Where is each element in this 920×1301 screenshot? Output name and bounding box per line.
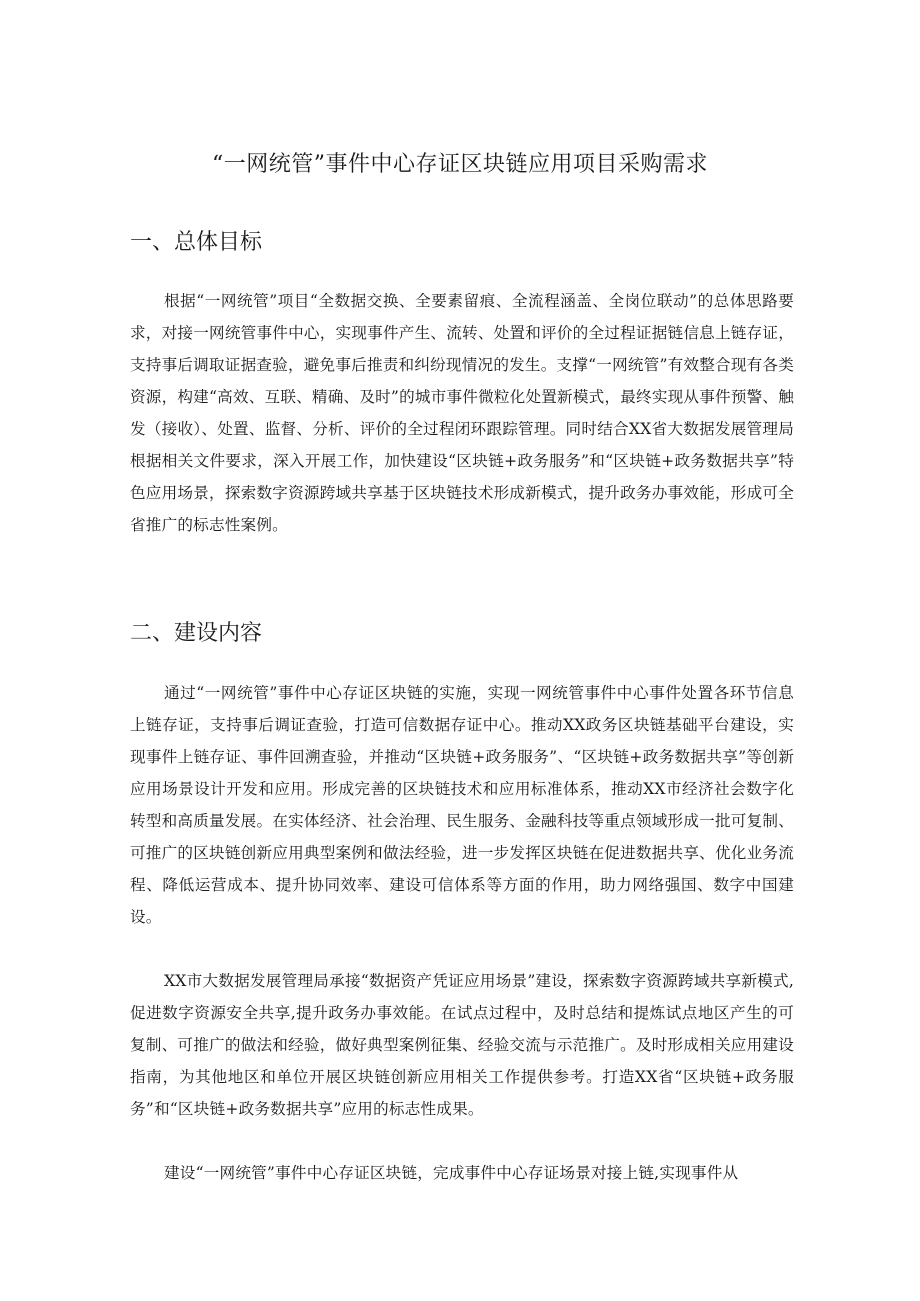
section-heading-overall-goal: 一、总体目标 xyxy=(130,230,263,255)
section-paragraph: 根据“一网统管”项目“全数据交换、全要素留痕、全流程涵盖、全岗位联动”的总体思路要求，对接一网统管事件中心，实现事件产生、流转、处置和评价的全过程证据链信息上链存证，支持事后调取证据查验，避免事后推责和纠纷现情况的发生。支撑“一网统管”有效整合现有各类资源，构建“高效、互联、精确、及时”的城市事件微粒化处置新模式，最终实现从事件预警、触发（接收）、处置、监督、分析、评价的全过程闭环跟踪管理。同时结合XX省大数据发展管理局根据相关文件要求，深入开展工作，加快建设“区块链+政务服务”和“区块链+政务数据共享”特色应用场景，探索数字资源跨域共享基于区块链技术形成新模式，提升政务办事效能，形成可全省推广的标志性案例。 xyxy=(130,292,794,534)
section-paragraph: 通过“一网统管”事件中心存证区块链的实施，实现一网统管事件中心事件处置各环节信息上链存证，支持事后调证查验，打造可信数据存证中心。推动XX政务区块链基础平台建设，实现事件上链存证、事件回溯查验，并推动“区块链+政务服务”、“区块链+政务数据共享”等创新应用场景设计开发和应用。形成完善的区块链技术和应用标准体系，推动XX市经济社会数字化转型和高质量发展。在实体经济、社会治理、民生服务、金融科技等重点领域形成一批可复制、可推广的区块链创新应用典型案例和做法经验，进一步发挥区块链在促进数据共享、优化业务流程、降低运营成本、提升协同效率、建设可信体系等方面的作用，助力网络强国、数字中国建设。 xyxy=(130,684,794,926)
section-paragraph: XX市大数据发展管理局承接“数据资产凭证应用场景”建设，探索数字资源跨域共享新模式,促进数字资源安全共享,提升政务办事效能。在试点过程中，及时总结和提炼试点地区产生的可复制、可推广的做法和经验，做好典型案例征集、经验交流与示范推广。及时形成相关应用建设指南，为其他地区和单位开展区块链创新应用相关工作提供参考。打造XX省“区块链+政务服务”和“区块链+政务数据共享”应用的标志性成果。 xyxy=(130,972,794,1118)
document-title: “一网统管”事件中心存证区块链应用项目采购需求 xyxy=(212,152,708,177)
section-heading-construction-content: 二、建设内容 xyxy=(130,621,263,646)
section-paragraph: 建设“一网统管”事件中心存证区块链，完成事件中心存证场景对接上链,实现事件从 xyxy=(164,1164,739,1182)
